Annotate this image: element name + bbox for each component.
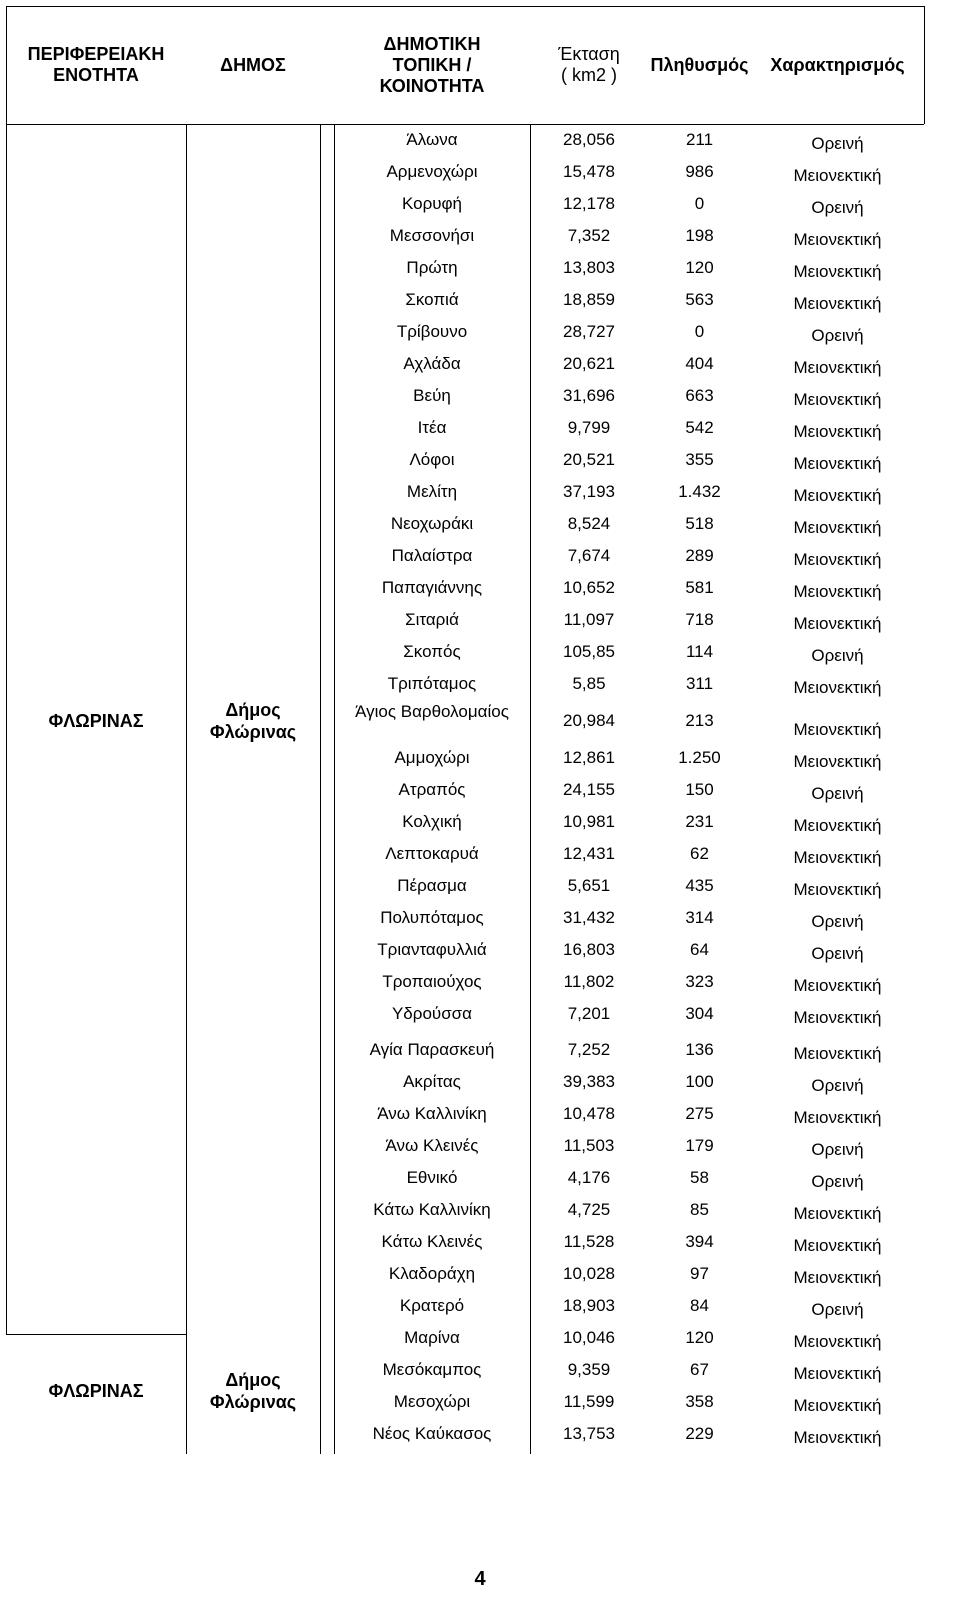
area-value: 7,674 <box>567 546 611 565</box>
region-cell: ΦΛΩΡΙΝΑΣ <box>48 711 144 731</box>
community-name: Κολχική <box>402 812 462 831</box>
header-municipality: ΔΗΜΟΣ <box>220 54 286 75</box>
table-row <box>334 742 924 774</box>
characterization-value: Μειονεκτική <box>793 1428 882 1447</box>
group-divider <box>6 1334 186 1335</box>
header-characterization: Χαρακτηρισμός <box>770 54 905 75</box>
characterization-value: Ορεινή <box>811 134 864 153</box>
population-value: 198 <box>685 226 714 245</box>
table-row <box>334 380 924 412</box>
municipality-cell: Δήμος Φλώρινας <box>209 1370 297 1412</box>
table-row <box>334 220 924 252</box>
table-row <box>334 156 924 188</box>
area-value: 7,252 <box>567 1040 611 1059</box>
page-number: 4 <box>474 1568 486 1590</box>
area-value: 28,056 <box>563 130 615 149</box>
table-row <box>334 1194 924 1226</box>
area-value: 31,696 <box>563 386 615 405</box>
table-row <box>334 870 924 902</box>
community-name: Κλαδοράχη <box>388 1264 476 1283</box>
header-population: Πληθυσμός <box>650 54 749 75</box>
table-row <box>334 1354 924 1386</box>
table-row <box>334 774 924 806</box>
population-value: 97 <box>690 1264 709 1283</box>
population-value: 581 <box>685 578 714 597</box>
community-name: Τρίβουνο <box>396 322 468 341</box>
region-cell: ΦΛΩΡΙΝΑΣ <box>48 1381 144 1401</box>
population-value: 314 <box>685 908 714 927</box>
area-value: 11,528 <box>563 1232 615 1251</box>
population-value: 289 <box>685 546 714 565</box>
characterization-value: Μειονεκτική <box>793 390 882 409</box>
characterization-value: Μειονεκτική <box>793 976 882 995</box>
characterization-value: Ορεινή <box>811 1140 864 1159</box>
community-name: Κάτω Κλεινές <box>381 1232 483 1251</box>
characterization-value: Μειονεκτική <box>793 1108 882 1127</box>
population-value: 85 <box>690 1200 709 1219</box>
population-value: 211 <box>685 130 714 149</box>
area-value: 105,85 <box>563 642 615 661</box>
community-name: Σκοπός <box>403 642 461 661</box>
table-row <box>334 1066 924 1098</box>
community-name: Μελίτη <box>406 482 458 501</box>
area-value: 11,599 <box>563 1392 615 1411</box>
community-name: Κορυφή <box>401 194 463 213</box>
population-value: 231 <box>685 812 714 831</box>
area-value: 9,799 <box>567 418 611 437</box>
table-row <box>334 934 924 966</box>
table-row <box>334 284 924 316</box>
area-value: 10,981 <box>563 812 615 831</box>
table-row <box>334 476 924 508</box>
area-value: 13,803 <box>563 258 615 277</box>
community-name: Νέος Καύκασος <box>372 1424 492 1443</box>
characterization-value: Μειονεκτική <box>793 1044 882 1063</box>
population-value: 150 <box>685 780 714 799</box>
characterization-value: Μειονεκτική <box>793 678 882 697</box>
area-value: 10,028 <box>563 1264 615 1283</box>
characterization-value: Ορεινή <box>811 1172 864 1191</box>
characterization-value: Μειονεκτική <box>793 582 882 601</box>
population-value: 64 <box>690 940 709 959</box>
community-name: Λόφοι <box>409 450 455 469</box>
population-value: 542 <box>685 418 714 437</box>
table-row <box>334 188 924 220</box>
characterization-value: Μειονεκτική <box>793 880 882 899</box>
community-name: Σκοπιά <box>405 290 459 309</box>
population-value: 404 <box>685 354 714 373</box>
characterization-value: Μειονεκτική <box>793 1008 882 1027</box>
table-row <box>334 508 924 540</box>
table-row <box>334 252 924 284</box>
area-value: 11,503 <box>563 1136 615 1155</box>
population-value: 311 <box>685 674 714 693</box>
area-value: 28,727 <box>563 322 615 341</box>
characterization-value: Μειονεκτική <box>793 1364 882 1383</box>
area-value: 24,155 <box>563 780 615 799</box>
characterization-value: Μειονεκτική <box>793 550 882 569</box>
community-name: Τριανταφυλλιά <box>377 940 487 959</box>
community-name: Πολυπόταμος <box>380 908 484 927</box>
header-community: ΔΗΜΟΤΙΚΗ ΤΟΠΙΚΗ / ΚΟΙΝΟΤΗΤΑ <box>379 33 485 96</box>
area-value: 8,524 <box>567 514 611 533</box>
area-value: 20,621 <box>563 354 615 373</box>
community-name: Σιταριά <box>405 610 459 629</box>
table-row <box>334 1226 924 1258</box>
population-value: 136 <box>685 1040 714 1059</box>
population-value: 100 <box>685 1072 714 1091</box>
table-row <box>334 124 924 156</box>
characterization-value: Μειονεκτική <box>793 262 882 281</box>
table-row <box>334 572 924 604</box>
population-value: 394 <box>685 1232 714 1251</box>
community-name: Νεοχωράκι <box>390 514 474 533</box>
characterization-value: Μειονεκτική <box>793 1332 882 1351</box>
area-value: 10,046 <box>563 1328 615 1347</box>
population-value: 518 <box>685 514 714 533</box>
characterization-value: Μειονεκτική <box>793 486 882 505</box>
community-name: Αχλάδα <box>403 354 461 373</box>
population-value: 120 <box>685 258 714 277</box>
population-value: 229 <box>685 1424 714 1443</box>
area-value: 20,521 <box>563 450 615 469</box>
table-row <box>334 540 924 572</box>
characterization-value: Μειονεκτική <box>793 1204 882 1223</box>
area-value: 11,097 <box>563 610 615 629</box>
table-row <box>334 1034 924 1066</box>
community-name: Άνω Κλεινές <box>385 1136 479 1155</box>
area-value: 39,383 <box>563 1072 615 1091</box>
characterization-value: Ορεινή <box>811 326 864 345</box>
population-value: 120 <box>685 1328 714 1347</box>
community-name: Τροπαιούχος <box>382 972 482 991</box>
area-value: 12,861 <box>563 748 615 767</box>
population-value: 355 <box>685 450 714 469</box>
characterization-value: Ορεινή <box>811 912 864 931</box>
community-name: Παπαγιάννης <box>381 578 483 597</box>
community-name: Άλωνα <box>406 130 458 149</box>
table-row <box>334 806 924 838</box>
characterization-value: Μειονεκτική <box>793 614 882 633</box>
area-value: 20,984 <box>563 711 615 730</box>
population-value: 67 <box>690 1360 709 1379</box>
community-name: Ατραπός <box>398 780 466 799</box>
population-value: 304 <box>685 1004 714 1023</box>
characterization-value: Ορεινή <box>811 784 864 803</box>
characterization-value: Ορεινή <box>811 1300 864 1319</box>
population-value: 114 <box>685 642 714 661</box>
characterization-value: Ορεινή <box>811 944 864 963</box>
characterization-value: Μειονεκτική <box>793 848 882 867</box>
population-value: 358 <box>685 1392 714 1411</box>
table-row <box>334 1386 924 1418</box>
area-value: 18,903 <box>563 1296 615 1315</box>
table-row <box>334 444 924 476</box>
community-name: Αμμοχώρι <box>394 748 470 767</box>
population-value: 323 <box>685 972 714 991</box>
community-name: Άνω Καλλινίκη <box>377 1104 487 1123</box>
characterization-value: Μειονεκτική <box>793 518 882 537</box>
table-row <box>334 636 924 668</box>
population-value: 563 <box>685 290 714 309</box>
characterization-value: Μειονεκτική <box>793 720 882 739</box>
area-value: 7,352 <box>567 226 611 245</box>
area-value: 37,193 <box>563 482 615 501</box>
community-name: Κρατερό <box>399 1296 465 1315</box>
characterization-value: Μειονεκτική <box>793 358 882 377</box>
community-name: Αρμενοχώρι <box>386 162 478 181</box>
population-value: 275 <box>685 1104 714 1123</box>
table-row <box>334 700 924 742</box>
table-row <box>334 902 924 934</box>
characterization-value: Ορεινή <box>811 198 864 217</box>
population-value: 213 <box>685 711 714 730</box>
table-row <box>334 412 924 444</box>
community-name: Ιτέα <box>417 418 447 437</box>
area-value: 13,753 <box>563 1424 615 1443</box>
area-value: 5,651 <box>567 876 611 895</box>
characterization-value: Μειονεκτική <box>793 294 882 313</box>
municipality-cell: Δήμος Φλώρινας <box>209 700 297 742</box>
community-name: Μεσσονήσι <box>389 226 475 245</box>
population-value: 58 <box>690 1168 709 1187</box>
area-value: 4,176 <box>567 1168 611 1187</box>
table-row <box>334 1258 924 1290</box>
community-name: Κάτω Καλλινίκη <box>373 1200 491 1219</box>
characterization-value: Ορεινή <box>811 646 864 665</box>
table-row <box>334 668 924 700</box>
table-right-border <box>924 6 925 124</box>
area-value: 31,432 <box>563 908 615 927</box>
community-name: Μαρίνα <box>404 1328 460 1347</box>
characterization-value: Μειονεκτική <box>793 752 882 771</box>
community-name: Λεπτοκαρυά <box>385 844 479 863</box>
population-value: 1.432 <box>678 482 721 501</box>
table-row <box>334 1322 924 1354</box>
community-name: Μεσόκαμπος <box>382 1360 482 1379</box>
characterization-value: Μειονεκτική <box>793 454 882 473</box>
area-value: 16,803 <box>563 940 615 959</box>
characterization-value: Μειονεκτική <box>793 166 882 185</box>
table-row <box>334 966 924 998</box>
community-name: Μεσοχώρι <box>393 1392 471 1411</box>
area-value: 12,431 <box>563 844 615 863</box>
community-name: Εθνικό <box>406 1168 458 1187</box>
area-value: 11,802 <box>563 972 615 991</box>
area-value: 7,201 <box>567 1004 611 1023</box>
population-value: 435 <box>685 876 714 895</box>
characterization-value: Μειονεκτική <box>793 1396 882 1415</box>
table-row <box>334 1098 924 1130</box>
characterization-value: Μειονεκτική <box>793 1268 882 1287</box>
table-row <box>334 1130 924 1162</box>
population-value: 718 <box>685 610 714 629</box>
community-name: Άγιος Βαρθολομαίος <box>355 702 509 721</box>
population-value: 179 <box>685 1136 714 1155</box>
community-name: Τριπόταμος <box>387 674 477 693</box>
area-value: 9,359 <box>567 1360 611 1379</box>
table-row <box>334 1418 924 1450</box>
table-row <box>334 604 924 636</box>
table-row <box>334 838 924 870</box>
population-value: 0 <box>694 194 705 213</box>
table-row <box>334 1162 924 1194</box>
community-name: Πρώτη <box>406 258 458 277</box>
table-row <box>334 348 924 380</box>
population-value: 0 <box>694 322 705 341</box>
characterization-value: Ορεινή <box>811 1076 864 1095</box>
community-name: Παλαίστρα <box>391 546 473 565</box>
population-value: 84 <box>690 1296 709 1315</box>
characterization-value: Μειονεκτική <box>793 422 882 441</box>
column-divider <box>320 124 321 1454</box>
table-row <box>334 1290 924 1322</box>
community-name: Βεύη <box>413 386 451 405</box>
area-value: 15,478 <box>563 162 615 181</box>
area-value: 4,725 <box>567 1200 611 1219</box>
community-name: Πέρασμα <box>397 876 467 895</box>
characterization-value: Μειονεκτική <box>793 816 882 835</box>
population-value: 62 <box>690 844 709 863</box>
characterization-value: Μειονεκτική <box>793 1236 882 1255</box>
community-name: Ακρίτας <box>403 1072 461 1091</box>
area-value: 5,85 <box>572 674 606 693</box>
area-value: 10,652 <box>563 578 615 597</box>
header-area: Έκταση ( km2 ) <box>558 44 620 85</box>
header-region: ΠΕΡΙΦΕΡΕΙΑΚΗ ΕΝΟΤΗΤΑ <box>27 44 165 85</box>
area-value: 18,859 <box>563 290 615 309</box>
population-value: 986 <box>685 162 714 181</box>
table-row <box>334 316 924 348</box>
table-top-border <box>6 6 924 7</box>
population-value: 1.250 <box>678 748 721 767</box>
community-name: Υδρούσσα <box>391 1004 473 1023</box>
population-value: 663 <box>685 386 714 405</box>
area-value: 10,478 <box>563 1104 615 1123</box>
community-name: Αγία Παρασκευή <box>369 1040 495 1059</box>
area-value: 12,178 <box>563 194 615 213</box>
characterization-value: Μειονεκτική <box>793 230 882 249</box>
table-row <box>334 998 924 1030</box>
